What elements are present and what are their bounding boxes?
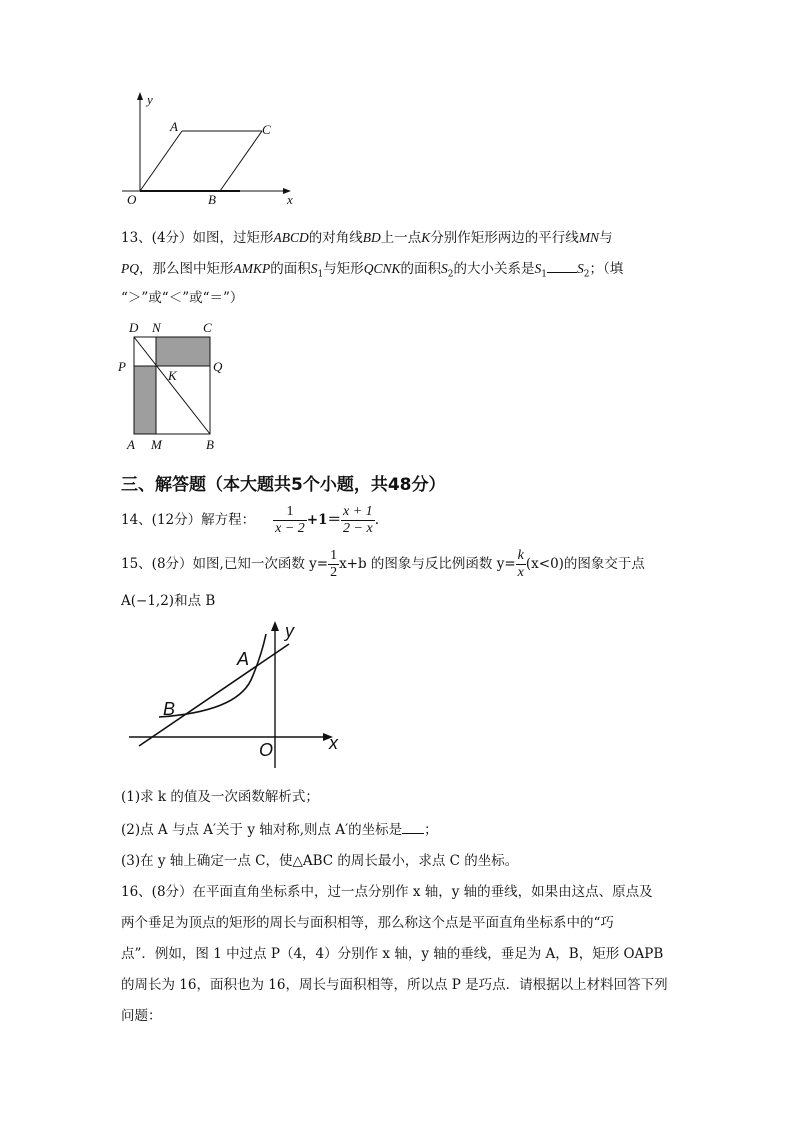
graph-label-x: x — [329, 733, 338, 753]
label-q: Q — [213, 359, 223, 374]
graph-label-a: A — [237, 649, 250, 669]
q16-line-2: 两个垂足为顶点的矩形的周长与面积相等，那么称这个点是平面直角坐标系中的“巧 — [121, 915, 614, 931]
fraction-k-over-x: $\frac{k}{x}$ — [517, 547, 524, 580]
q13-line-3: “＞”或“＜”或“＝”） — [121, 290, 244, 306]
label-c2: C — [203, 320, 212, 335]
label-p: P — [118, 359, 126, 374]
q15-line-2: A(−1,2)和点 B — [121, 593, 216, 609]
graph-label-b: B — [163, 699, 176, 719]
q16-line-1: 16、(8分）在平面直角坐标系中，过一点分别作 x 轴，y 轴的垂线，如果由这点、原点及 — [121, 884, 653, 900]
function-graph-figure — [125, 618, 350, 768]
label-x: x — [287, 192, 293, 207]
rectangle-figure — [112, 318, 232, 456]
fraction-2: $\frac{x + 1}{2 - x}$ — [343, 503, 373, 536]
label-c: C — [262, 122, 271, 137]
q15-sub-3: (3)在 y 轴上确定一点 C，使△ABC 的周长最小，求点 C 的坐标。 — [121, 853, 519, 869]
q16-line-3: 点”．例如，图 1 中过点 P（4，4）分别作 x 轴，y 轴的垂线，垂足为 A，B，矩形 OAPB — [121, 946, 664, 962]
graph-y-arrow — [271, 621, 279, 631]
label-n: N — [152, 320, 161, 335]
q13-line-1: 13、(4分）如图，过矩形ABCD的对角线BD上一点K分别作矩形两边的平行线MN与 — [121, 230, 613, 246]
linear-function-line — [139, 644, 289, 746]
section-3-title: 三、解答题（本大题共5个小题，共48分） — [121, 475, 446, 495]
label-b2: B — [206, 437, 214, 452]
label-o: O — [127, 192, 137, 207]
graph-label-o: O — [259, 740, 274, 760]
label-d: D — [129, 320, 139, 335]
fraction-half: $\frac{1}{2}$ — [330, 547, 338, 580]
side-oa — [140, 131, 182, 191]
label-m: M — [151, 437, 162, 452]
q13-line-2: PQ，那么图中矩形AMKP的面积$S_1$与矩形QCNK的面积$S_2$的大小关系是$S_1$ $S_2$；（填 — [121, 261, 624, 280]
label-a: A — [170, 119, 178, 134]
label-b: B — [208, 192, 216, 207]
hyperbola-curve — [159, 634, 266, 717]
label-k: K — [168, 368, 177, 383]
q15-sub-2: (2)点 A 与点 A′关于 y 轴对称,则点 A′的坐标是 ； — [121, 822, 438, 838]
q15-line-1: 15、(8分）如图,已知一次函数 y= $\frac{1}{2}$ x+b 的图象与反比例函数 y= $\frac{k}{x}$ (x<0)的图象交于点 — [121, 547, 645, 580]
q16-line-5: 问题： — [121, 1008, 162, 1024]
parallelogram-figure — [110, 88, 310, 213]
answer-blank-15-2[interactable] — [402, 821, 424, 834]
label-y: y — [147, 92, 153, 107]
side-cb — [220, 131, 262, 191]
shaded-rect-amkp — [134, 366, 156, 434]
answer-blank-13[interactable] — [547, 260, 577, 273]
y-axis-arrow — [137, 92, 143, 100]
graph-label-y: y — [285, 621, 294, 641]
label-a2: A — [127, 437, 135, 452]
q15-sub-1: (1)求 k 的值及一次函数解析式； — [121, 789, 319, 805]
q16-line-4: 的周长为 16，面积也为 16，周长与面积相等，所以点 P 是巧点．请根据以上材料回答下列 — [121, 977, 668, 993]
shaded-rect-qcnk — [156, 337, 210, 366]
fraction-1: $\frac{1}{x - 2}$ — [275, 503, 305, 536]
q14-line: 14、(12分）解方程： $\frac{1}{x - 2}$ +1＝ $\frac{x + 1}{2 - x}$ . — [121, 503, 379, 536]
